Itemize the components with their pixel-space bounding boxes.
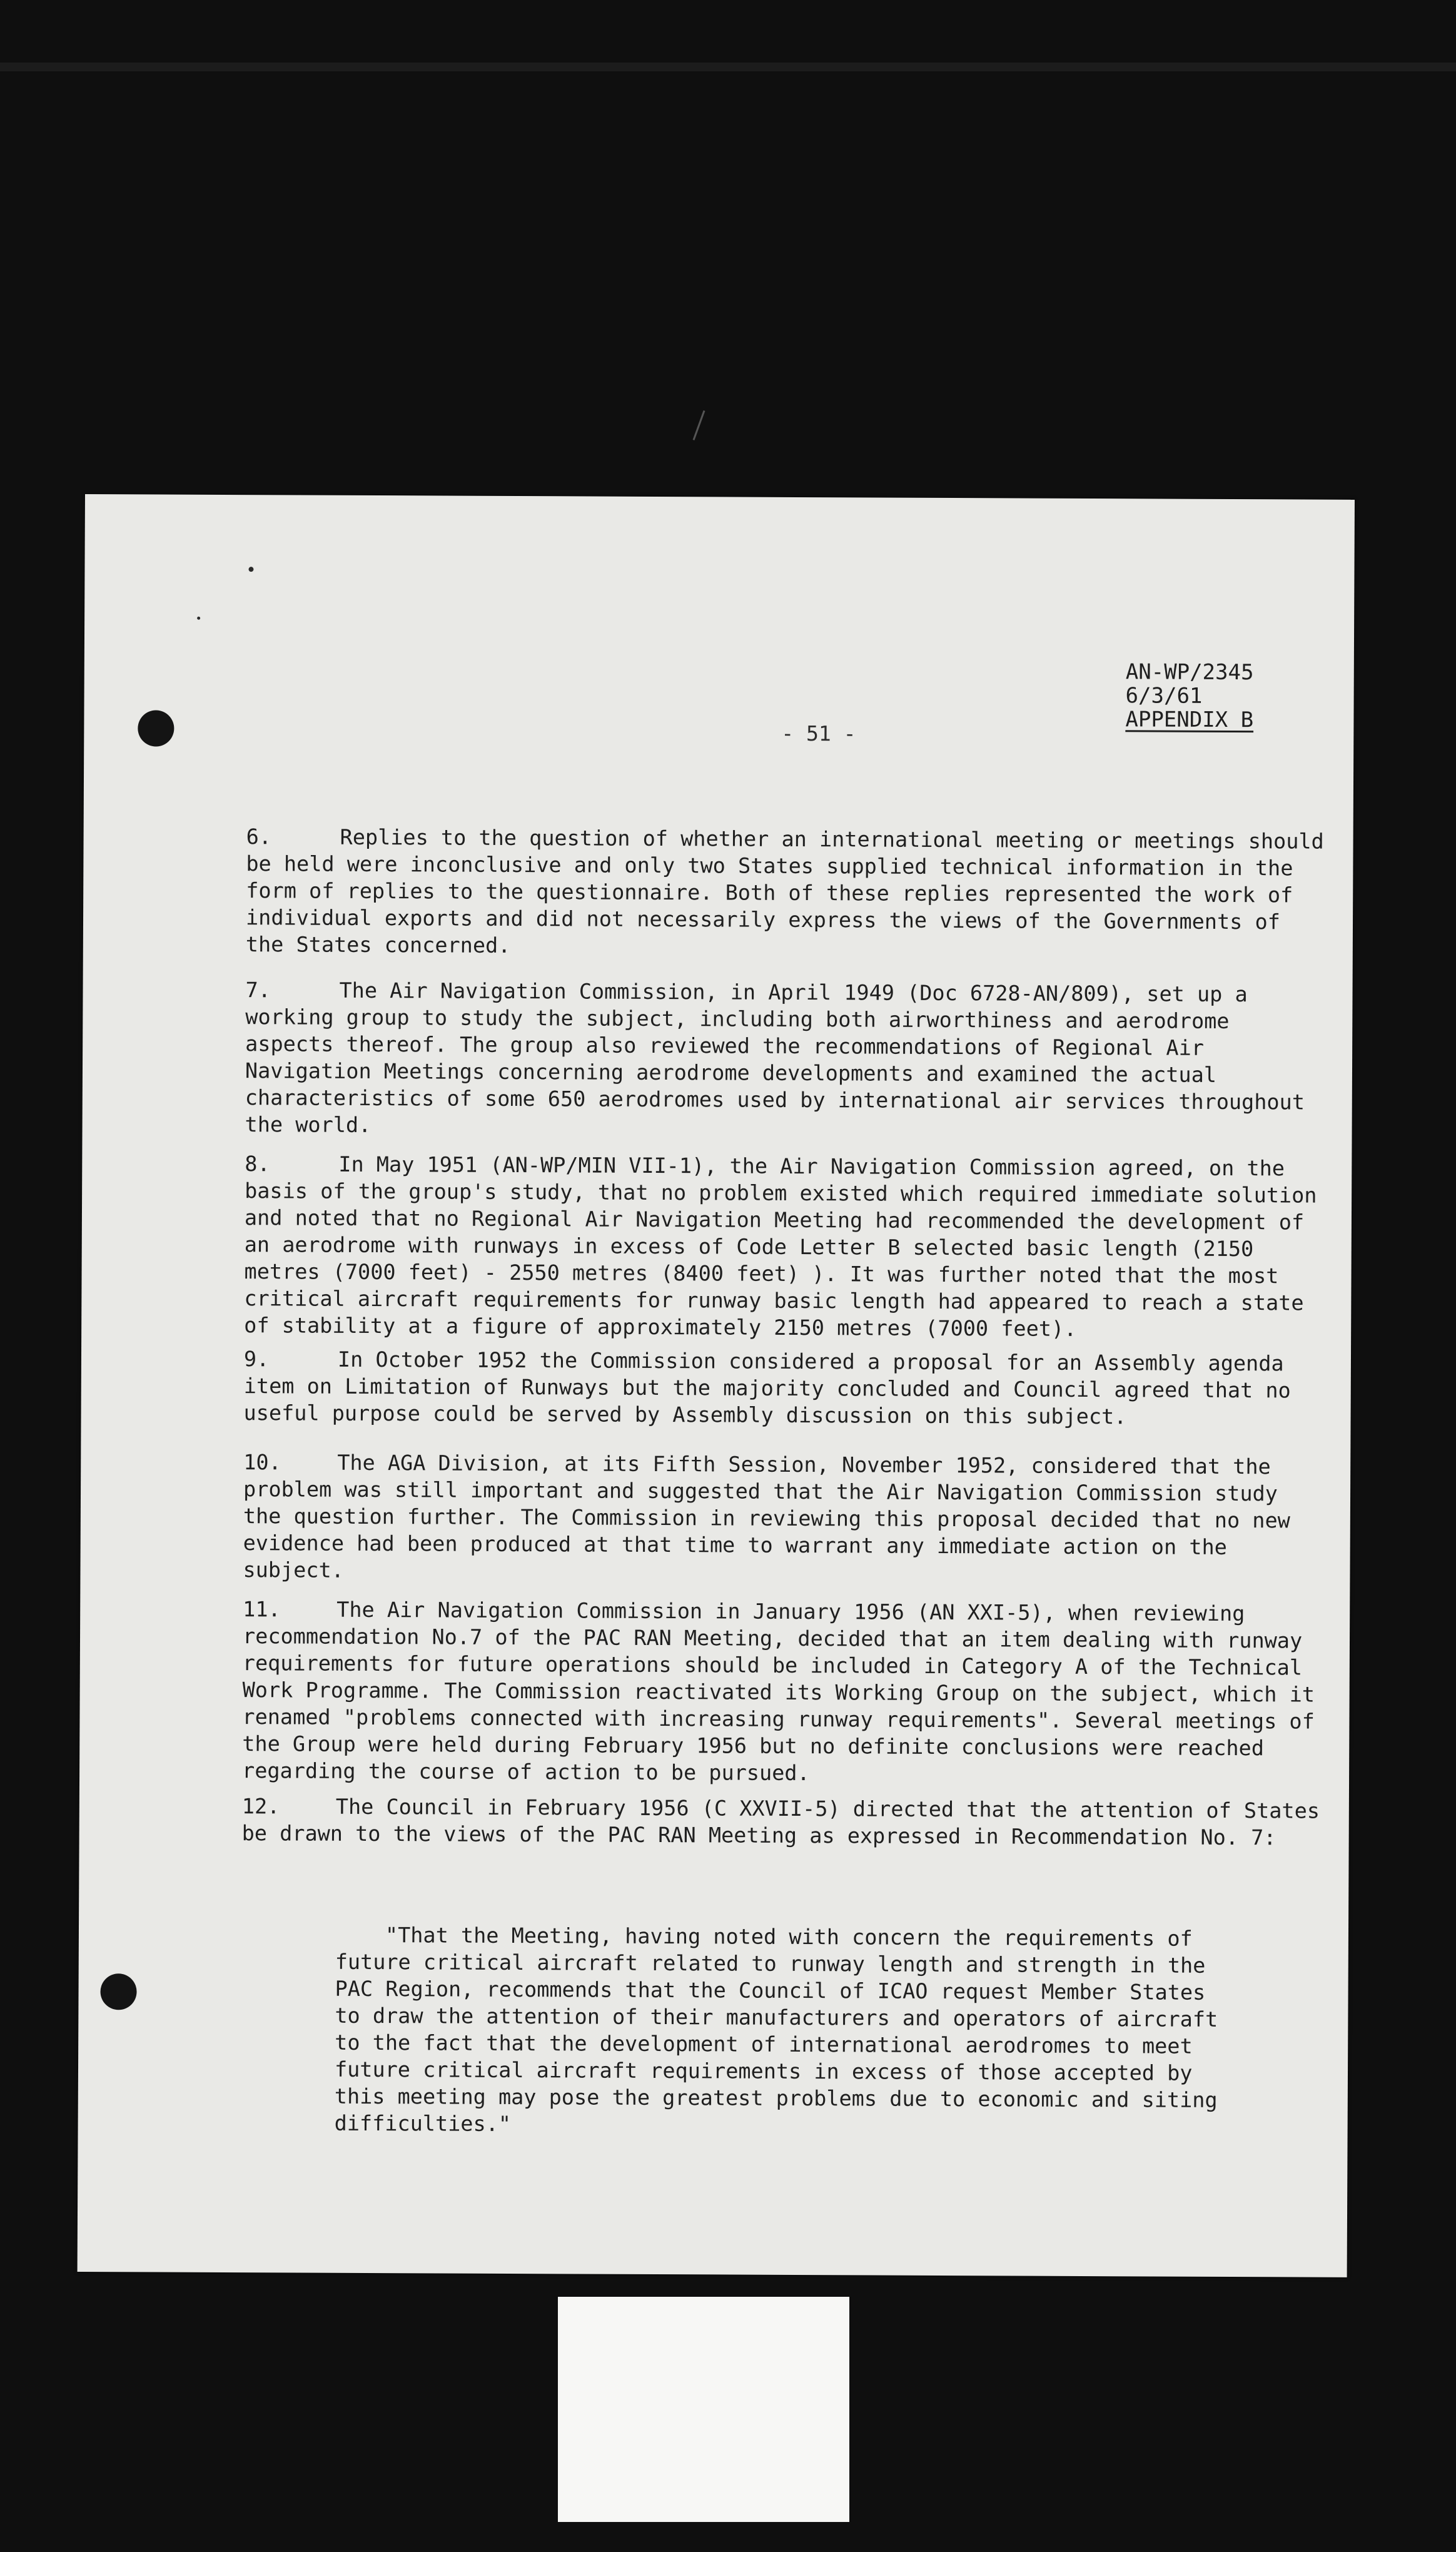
paragraph bbox=[246, 823, 1325, 963]
paragraph-number: 11. bbox=[243, 1597, 281, 1622]
paragraph bbox=[242, 1793, 1321, 1851]
film-edge bbox=[0, 63, 1456, 71]
doc-date: 6/3/61 bbox=[1125, 683, 1203, 709]
stray-mark bbox=[693, 410, 705, 440]
paragraph bbox=[243, 1449, 1322, 1588]
speck bbox=[197, 617, 200, 620]
paragraph-number: 7. bbox=[245, 978, 271, 1003]
paragraph-text: Replies to the question of whether an international meeting or meetings should be held were inconclusive and only two States supplied technical information in the form of replies to the questionnaire. Both of these replies represented the work of individual exports and did not necessarily express the views of the Governments of the States concerned. bbox=[245, 824, 1324, 958]
speck bbox=[248, 567, 253, 572]
paragraph bbox=[242, 1596, 1322, 1789]
document-reference bbox=[1125, 660, 1313, 732]
paragraph-text: The Council in February 1956 (C XXVII-5) directed that the attention of States be drawn to the views of the PAC RAN Meeting as expressed in Recommendation No. 7: bbox=[241, 1794, 1320, 1850]
paragraph bbox=[244, 1150, 1323, 1344]
appendix-label: APPENDIX B bbox=[1125, 707, 1254, 733]
paragraph bbox=[244, 1345, 1323, 1431]
document-page bbox=[78, 494, 1355, 2277]
punch-hole bbox=[138, 710, 174, 746]
page-number: - 51 - bbox=[781, 721, 856, 746]
paragraph bbox=[245, 976, 1325, 1143]
paragraph-number: 10. bbox=[243, 1450, 281, 1475]
paragraph-number: 9. bbox=[243, 1347, 270, 1372]
quoted-recommendation: "That the Meeting, having noted with concern the requirements of future critical aircraft related to runway length and strength in the PAC Region, recommends that the Council of ICAO request Member States to draw the attention of their manufacturers and operators of aircraft to the fact that the development of international aerodromes to meet future critical aircraft requirements in excess of those accepted by this meeting may pose the greatest problems due to economic and siting difficulties." bbox=[334, 1923, 1218, 2136]
paragraph-number: 8. bbox=[245, 1152, 270, 1177]
paragraph-text: The Air Navigation Commission, in April 1949 (Doc 6728-AN/809), set up a working group to study the subject, including both airworthiness and aerodrome aspects thereof. The group also reviewed the recommendations of Regional Air Navigation Meetings concerning aerodrome developments and examined the actual characteristics of some 650 aerodromes used by international air services throughout the world. bbox=[245, 978, 1305, 1138]
paragraph-text: The Air Navigation Commission in January 1956 (AN XXI-5), when reviewing recommendation No.7 of the PAC RAN Meeting, decided that an item dealing with runway requirements for future operations should be included in Category A of the Technical Work Programme. The Commission reactivated its Working Group on the subject, which it renamed "problems connected with increasing runway requirements". Several meetings of the Group were held during February 1956 but no definite conclusions were reached regarding the course of action to be pursued. bbox=[242, 1597, 1315, 1786]
blank-frame bbox=[558, 2297, 849, 2522]
paragraph-text: In October 1952 the Commission considered a proposal for an Assembly agenda item on Limitation of Runways but the majority concluded and Council agreed that no useful purpose could be served by Assembly discussion on this subject. bbox=[243, 1347, 1291, 1429]
paragraph-text: In May 1951 (AN-WP/MIN VII-1), the Air Navigation Commission agreed, on the basis of the group's study, that no problem existed which required immediate solution and noted that no Regional Air Navigation Meeting had recommended the development of an aerodrome with runways in excess of Code Letter B selected basic length (2150 metres (7000 feet) - 2550 metres (8400 feet) ). It was further noted that the most critical aircraft requirements for runway basic length had appeared to reach a state of stability at a figure of approximately 2150 metres (7000 feet). bbox=[244, 1152, 1317, 1341]
paragraph-text: The AGA Division, at its Fifth Session, November 1952, considered that the problem was still important and suggested that the Air Navigation Commission study the question further. The Commission in reviewing this proposal decided that no new evidence had been produced at that time to warrant any immediate action on the subject. bbox=[243, 1450, 1290, 1582]
paragraph-number: 12. bbox=[241, 1794, 280, 1819]
punch-hole bbox=[100, 1973, 136, 2010]
paragraph-number: 6. bbox=[246, 824, 272, 849]
doc-ref: AN-WP/2345 bbox=[1125, 659, 1254, 686]
